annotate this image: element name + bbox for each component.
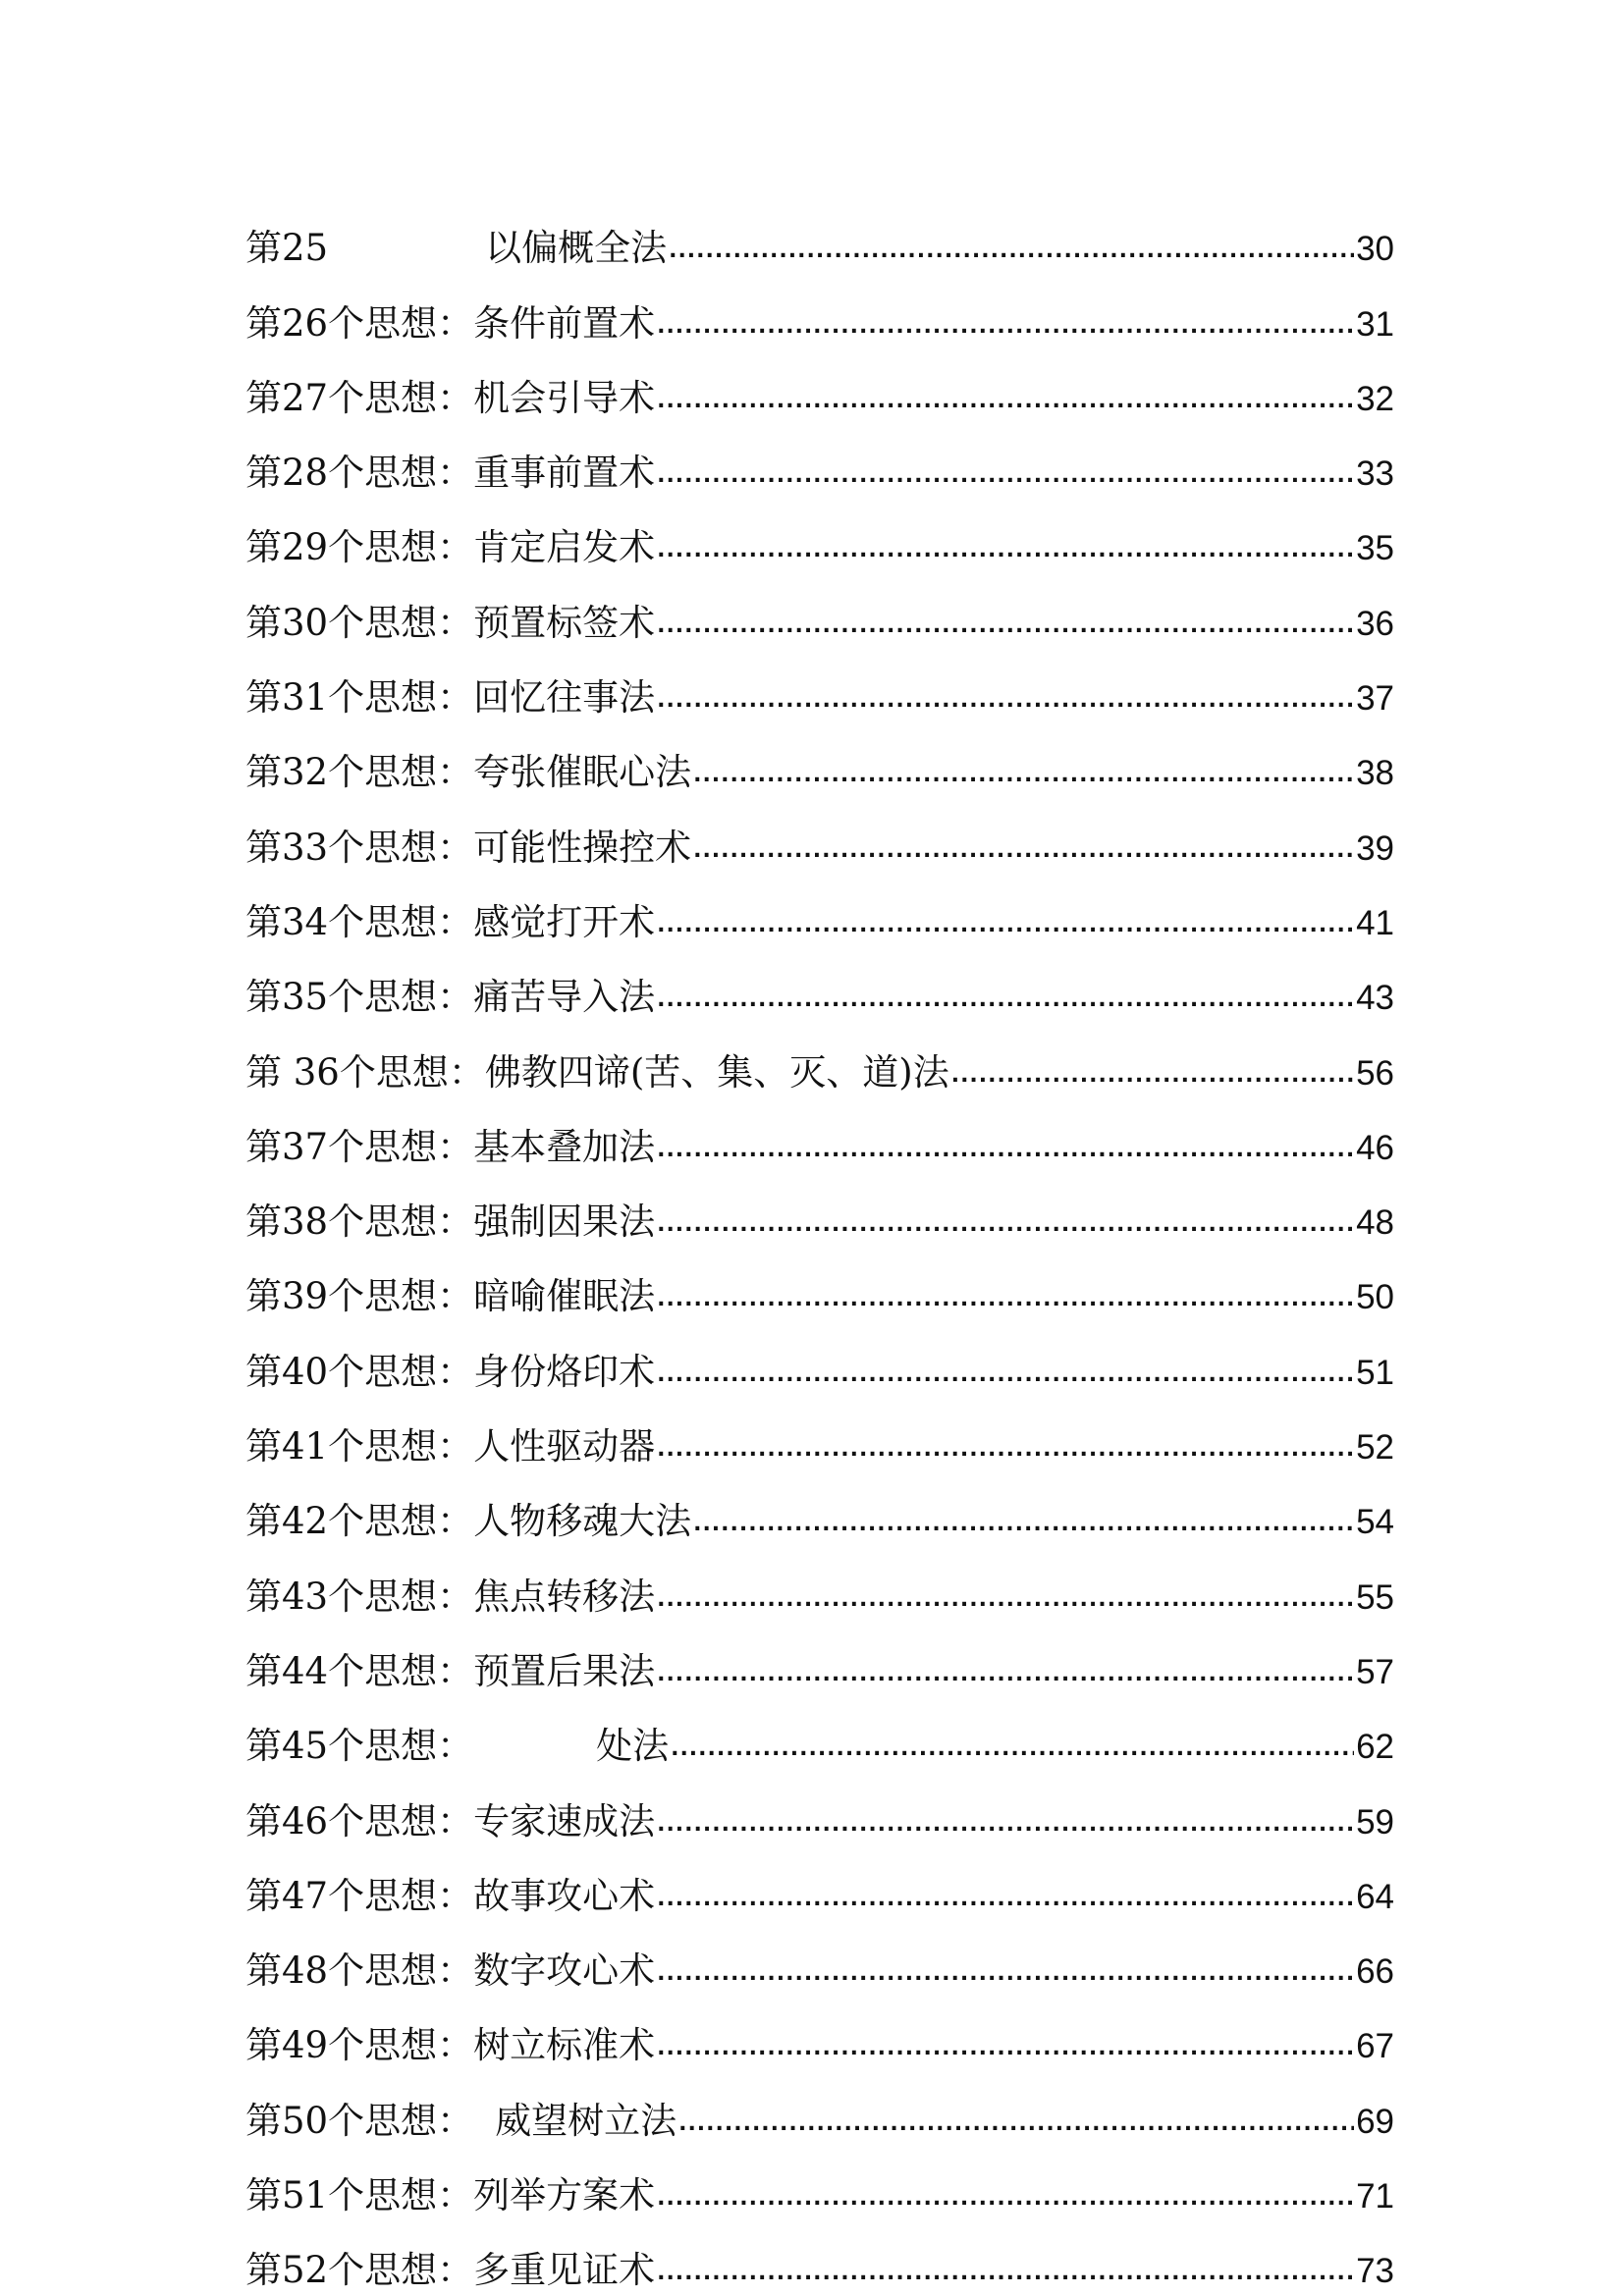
toc-entry[interactable] [245,416,1394,495]
toc-entry[interactable] [245,1764,1394,1842]
toc-entry-number: 第40个思想： [245,1350,474,1393]
toc-entry[interactable] [245,1989,1394,2067]
toc-entry[interactable] [245,866,1394,943]
toc-entry-page-number: 37 [1356,679,1394,719]
toc-dot-leader [657,316,1354,342]
toc-entry-title: 身份烙印术 [473,1350,656,1393]
toc-entry-number: 第43个思想： [245,1575,474,1618]
toc-entry[interactable] [245,1240,1394,1318]
toc-entry[interactable] [245,1840,1394,1917]
toc-entry-page-number: 52 [1356,1428,1394,1468]
toc-entry-page-number: 62 [1356,1728,1394,1767]
toc-entry-title: 预置后果法 [473,1649,656,1692]
toc-entry-number: 第52个思想： [245,2249,474,2292]
toc-entry-number: 第35个思想： [245,976,474,1019]
toc-dot-leader [657,1439,1354,1465]
toc-entry-title: 列举方案术 [473,2174,656,2217]
toc-entry[interactable] [245,1465,1394,1543]
toc-entry[interactable] [245,1689,1394,1768]
toc-entry[interactable] [245,1539,1394,1618]
toc-entry-number: 第30个思想： [245,601,474,644]
toc-entry-number: 第38个思想： [245,1201,474,1244]
toc-dot-leader [657,391,1354,416]
toc-dot-leader [657,1364,1354,1390]
toc-entry-page-number: 50 [1356,1278,1394,1317]
toc-entry-page-number: 54 [1356,1503,1394,1542]
toc-entry-number: 第50个思想： [245,2099,474,2142]
toc-dot-leader [657,989,1354,1015]
toc-entry-page-number: 41 [1356,903,1394,942]
toc-entry-number: 第33个思想： [245,826,474,869]
toc-entry-page-number: 51 [1356,1353,1394,1392]
toc-entry-page-number: 56 [1356,1053,1394,1093]
toc-entry-title: 回忆往事法 [473,676,656,720]
toc-entry-number: 第27个思想： [245,376,474,419]
toc-entry-title: 数字攻心术 [473,1949,656,1993]
toc-entry[interactable] [245,191,1394,270]
toc-dot-leader [693,1514,1354,1539]
toc-entry-title: 可能性操控术 [473,826,692,869]
toc-entry[interactable] [245,1615,1394,1692]
toc-dot-leader [693,765,1354,790]
toc-entry-page-number: 43 [1356,979,1394,1018]
toc-entry-number: 第47个思想： [245,1874,474,1917]
toc-entry[interactable] [245,1314,1394,1393]
toc-entry-number: 第29个思想： [245,526,474,569]
toc-dot-leader [657,1589,1354,1615]
toc-entry-title: 肯定启发术 [473,526,656,569]
toc-entry-number: 第39个思想： [245,1275,474,1318]
toc-entry-title: 多重见证术 [473,2249,656,2292]
toc-entry-title: 威望树立法 [495,2099,677,2142]
toc-entry-number: 第 36个思想： [245,1050,485,1094]
toc-entry-title: 人物移魂大法 [473,1500,692,1543]
toc-entry[interactable] [245,1390,1394,1468]
toc-entry-title: 处法 [596,1725,670,1768]
toc-entry-page-number: 32 [1356,379,1394,418]
toc-dot-leader [657,2188,1354,2214]
toc-entry-number: 第46个思想： [245,1799,474,1842]
toc-dot-leader [657,1963,1354,1989]
toc-entry-title: 预置标签术 [473,601,656,644]
toc-entry-title: 人性驱动器 [473,1425,656,1468]
toc-dot-leader [657,1814,1354,1840]
toc-entry-title: 强制因果法 [473,1201,656,1244]
toc-entry-number: 第32个思想： [245,751,474,794]
toc-entry[interactable] [245,716,1394,794]
toc-entry[interactable] [245,266,1394,345]
toc-entry-number: 第37个思想： [245,1125,474,1168]
toc-entry-page-number: 38 [1356,754,1394,793]
toc-entry-number: 第45个思想： [245,1725,474,1768]
toc-entry-title: 条件前置术 [473,301,656,345]
toc-entry-page-number: 39 [1356,828,1394,868]
toc-entry-number: 第42个思想： [245,1500,474,1543]
toc-entry[interactable] [245,940,1394,1019]
toc-dot-leader [657,2038,1354,2063]
toc-entry-page-number: 59 [1356,1802,1394,1842]
toc-dot-leader [657,1140,1354,1165]
toc-entry-number: 第41个思想： [245,1425,474,1468]
toc-entry-page-number: 30 [1356,230,1394,269]
toc-entry-number: 第34个思想： [245,900,474,943]
toc-dot-leader [657,915,1354,940]
toc-entry-number: 第31个思想： [245,676,474,720]
toc-entry-page-number: 64 [1356,1877,1394,1916]
toc-entry[interactable] [245,1165,1394,1244]
toc-entry-page-number: 69 [1356,2102,1394,2141]
toc-dot-leader [671,1738,1354,1764]
toc-entry[interactable] [245,342,1394,419]
toc-entry-title: 暗喻催眠法 [473,1275,656,1318]
toc-entry-page-number: 73 [1356,2252,1394,2291]
toc-entry-title: 专家速成法 [473,1799,656,1842]
toc-entry-number: 第48个思想： [245,1949,474,1993]
table-of-contents [245,191,1394,2292]
toc-entry[interactable] [245,2139,1394,2217]
toc-dot-leader [657,615,1354,641]
toc-entry-page-number: 33 [1356,454,1394,494]
toc-entry-page-number: 31 [1356,304,1394,344]
toc-dot-leader [657,1889,1354,1914]
toc-entry-number: 第44个思想： [245,1649,474,1692]
toc-entry-page-number: 55 [1356,1577,1394,1617]
toc-entry-page-number: 35 [1356,529,1394,568]
toc-entry[interactable] [245,641,1394,720]
toc-entry[interactable] [245,2214,1394,2292]
toc-entry[interactable] [245,565,1394,644]
toc-entry-title: 树立标准术 [473,2024,656,2067]
toc-dot-leader [657,2263,1354,2288]
toc-entry-page-number: 48 [1356,1203,1394,1243]
toc-entry[interactable] [245,491,1394,569]
toc-dot-leader [657,540,1354,565]
toc-entry-page-number: 67 [1356,2027,1394,2066]
toc-entry-page-number: 46 [1356,1128,1394,1167]
toc-entry-page-number: 36 [1356,604,1394,643]
toc-entry-number: 第26个思想： [245,301,474,345]
toc-entry-page-number: 66 [1356,1952,1394,1992]
toc-entry-number: 第51个思想： [245,2174,474,2217]
toc-entry-title: 机会引导术 [473,376,656,419]
toc-dot-leader [678,2113,1354,2139]
toc-entry[interactable] [245,790,1394,869]
toc-dot-leader [657,465,1354,491]
toc-entry-title: 佛教四谛(苦、集、灭、道)法 [484,1050,949,1094]
toc-dot-leader [669,240,1354,266]
toc-entry[interactable] [245,1091,1394,1168]
toc-entry[interactable] [245,2063,1394,2142]
toc-entry-number: 第28个思想： [245,452,474,495]
toc-entry-page-number: 57 [1356,1652,1394,1691]
toc-entry-title: 以偏概全法 [485,227,668,270]
toc-entry-title: 基本叠加法 [473,1125,656,1168]
toc-entry-number: 第25 [245,227,329,270]
toc-entry-title: 感觉打开术 [473,900,656,943]
toc-entry-page-number: 71 [1356,2177,1394,2216]
toc-entry-number: 第49个思想： [245,2024,474,2067]
toc-entry-title: 重事前置术 [473,452,656,495]
toc-dot-leader [657,1214,1354,1240]
toc-entry-title: 夸张催眠心法 [473,751,692,794]
toc-entry[interactable] [245,1015,1394,1094]
toc-entry[interactable] [245,1914,1394,1993]
toc-entry-title: 故事攻心术 [473,1874,656,1917]
toc-dot-leader [657,1664,1354,1689]
toc-dot-leader [951,1065,1354,1091]
toc-entry-title: 焦点转移法 [473,1575,656,1618]
toc-dot-leader [657,690,1354,716]
toc-entry-title: 痛苦导入法 [473,976,656,1019]
toc-dot-leader [657,1289,1354,1314]
toc-dot-leader [693,840,1354,866]
